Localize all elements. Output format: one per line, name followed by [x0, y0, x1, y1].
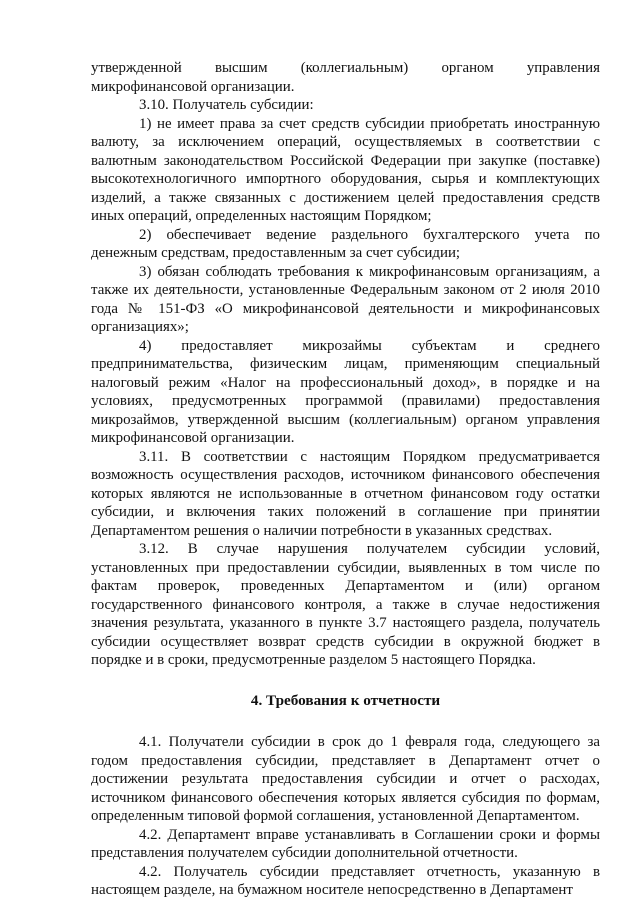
paragraph-3-10-item-3: 3) обязан соблюдать требования к микрофинансовым организациям, а также их деятельности, установленные Федеральным законом от 2 июля 2010 года № 151-ФЗ «О микрофинансовой деятельности и микрофинансовых организациях»;	[91, 263, 600, 335]
section-heading: 4. Требования к отчетности	[250, 691, 441, 709]
paragraph-3-10-item-4: 4) предоставляет микрозаймы субъектам и среднего предпринимательства, физическим лицам, применяющим специальный налоговый режим «Налог на профессиональный доход», в порядке и на условиях, предусмотренных программой (правилами) предоставления микрозаймов, утвержденной высшим (коллегиальным) органом управления микрофинансовой организации.	[91, 337, 600, 446]
paragraph-4-2-second: 4.2. Получатель субсидии представляет отчетность, указанную в настоящем разделе, на бумажном носителе непосредственно в Департамент	[91, 863, 600, 898]
paragraph-3-12: 3.12. В случае нарушения получателем субсидии условий, установленных при предоставлении субсидии, выявленных в том числе по фактам проверок, проведенных Департаментом и (или) органом государственного финансового контроля, а также в случае недостижения значения результата, указанного в пункте 3.7 настоящего раздела, получатель субсидии осуществляет возврат средств субсидии в окружной бюджет в порядке и в сроки, предусмотренные разделом 5 настоящего Порядка.	[91, 541, 600, 668]
paragraph-3-10-item-1: 1) не имеет права за счет средств субсидии приобретать иностранную валюту, за исключением операций, осуществляемых в соответствии с валютным законодательством Российской Федерации при закупке (поставке) высокотехнологичного импортного оборудования, сырья и комплектующих изделий, а также связанных с достижением целей предоставления средств иных операций, определенных настоящим Порядком;	[91, 115, 600, 224]
paragraph-3-10: 3.10. Получатель субсидии:	[139, 97, 314, 113]
paragraph-continuation: утвержденной высшим (коллегиальным) органом управления микрофинансовой организации.	[91, 60, 600, 95]
paragraph-4-1: 4.1. Получатели субсидии в срок до 1 февраля года, следующего за годом предоставления субсидии, представляет в Департамент отчет о достижении результата предоставления субсидии и отчет о расходах, источником финансового обеспечения которых является субсидия по формам, определенным типовой формой соглашения, установленной Департаментом.	[91, 734, 600, 824]
paragraph-4-2: 4.2. Департамент вправе устанавливать в Соглашении сроки и формы представления получателем субсидии дополнительной отчетности.	[91, 826, 600, 861]
paragraph-3-11: 3.11. В соответствии с настоящим Порядком предусматривается возможность осуществления расходов, источником финансового обеспечения которых являются не использованные в отчетном финансовом году остатки субсидии, и включения таких положений в соглашение при принятии Департаментом решения о наличии потребности в указанных средствах.	[91, 448, 600, 539]
paragraph-3-10-item-2: 2) обеспечивает ведение раздельного бухгалтерского учета по денежным средствам, предоставленным за счет субсидии;	[91, 226, 600, 261]
